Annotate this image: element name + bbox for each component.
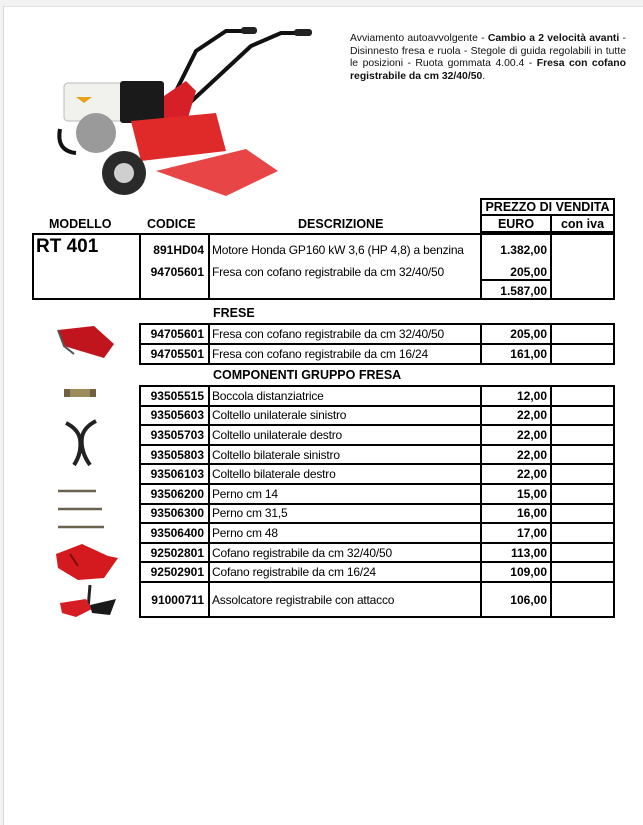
model-row-price: 205,00 bbox=[510, 265, 547, 279]
row-price: 106,00 bbox=[510, 592, 547, 607]
row-description: Fresa con cofano registrabile da cm 16/24 bbox=[212, 347, 428, 361]
row-code: 93506400 bbox=[150, 526, 204, 540]
intro-part: . bbox=[482, 70, 486, 82]
row-code: 94705601 bbox=[150, 327, 204, 341]
row-price: 22,00 bbox=[516, 447, 547, 462]
row-divider bbox=[139, 542, 615, 544]
model-total-price: 1.587,00 bbox=[500, 284, 547, 298]
divider bbox=[550, 233, 552, 300]
row-price: 109,00 bbox=[510, 565, 547, 580]
codice-header: CODICE bbox=[147, 217, 196, 231]
intro-part: Avviamento autoavvolgente - bbox=[350, 33, 488, 44]
section-title-componenti: COMPONENTI GRUPPO FRESA bbox=[213, 368, 402, 382]
row-description: Fresa con cofano registrabile da cm 32/40/50 bbox=[212, 327, 445, 341]
model-row-price: 1.382,00 bbox=[500, 243, 547, 257]
row-code: 93505515 bbox=[150, 388, 204, 403]
row-price: 12,00 bbox=[516, 388, 547, 403]
row-code: 93506300 bbox=[150, 506, 204, 521]
row-description: Assolcatore registrabile con attacco bbox=[212, 592, 395, 607]
row-code: 94705501 bbox=[150, 347, 204, 361]
row-code: 93505603 bbox=[150, 408, 204, 423]
intro-part: - Disinnesto fresa e ruola - Stegole di guida regolabili in tutte le posizioni - Ruota gommata 4.00.4 - bbox=[350, 33, 626, 70]
row-divider bbox=[139, 444, 615, 446]
price-list-page bbox=[3, 6, 643, 825]
row-description: Coltello unilaterale destro bbox=[212, 428, 343, 442]
row-description: Coltello bilaterale destro bbox=[212, 467, 336, 482]
row-price: 16,00 bbox=[516, 506, 547, 521]
row-divider bbox=[139, 522, 615, 524]
row-description: Boccola distanziatrice bbox=[212, 388, 324, 403]
intro-part-bold: Cambio a 2 velocità avanti bbox=[487, 33, 620, 44]
tiller-hood-image bbox=[54, 324, 118, 360]
tiller-blade-image bbox=[64, 419, 98, 469]
row-description: Cofano registrabile da cm 32/40/50 bbox=[212, 545, 392, 560]
modello-header: MODELLO bbox=[49, 217, 112, 231]
prezzo-vendita-header: PREZZO DI VENDITA bbox=[485, 200, 610, 214]
row-price: 22,00 bbox=[516, 467, 547, 482]
row-divider bbox=[139, 405, 615, 407]
row-description: Cofano registrabile da cm 16/24 bbox=[212, 565, 376, 580]
column-divider bbox=[550, 385, 552, 618]
row-divider bbox=[139, 424, 615, 426]
divider bbox=[480, 279, 552, 281]
spacer-bushing-image bbox=[62, 386, 98, 400]
row-code: 93505703 bbox=[150, 428, 204, 442]
model-row-code: 891HD04 bbox=[153, 243, 204, 257]
tiller-cover-image bbox=[52, 542, 124, 582]
row-price: 161,00 bbox=[510, 347, 547, 361]
row-description: Perno cm 48 bbox=[212, 526, 278, 540]
model-row-code: 94705601 bbox=[150, 265, 204, 279]
row-price: 17,00 bbox=[516, 526, 547, 540]
row-code: 92502901 bbox=[150, 565, 204, 580]
row-code: 93505803 bbox=[150, 447, 204, 462]
row-code: 92502801 bbox=[150, 545, 204, 560]
row-price: 22,00 bbox=[516, 428, 547, 442]
row-divider bbox=[139, 561, 615, 563]
divider bbox=[208, 233, 210, 300]
model-row-description: Motore Honda GP160 kW 3,6 (HP 4,8) a benzina bbox=[212, 243, 464, 257]
con-iva-header: con iva bbox=[560, 217, 605, 231]
row-price: 205,00 bbox=[510, 327, 547, 341]
row-divider bbox=[139, 463, 615, 465]
row-price: 15,00 bbox=[516, 486, 547, 501]
row-price: 113,00 bbox=[510, 545, 547, 560]
row-divider bbox=[139, 483, 615, 485]
euro-header: EURO bbox=[497, 217, 535, 231]
model-name: RT 401 bbox=[36, 236, 99, 257]
model-row-description: Fresa con cofano registrabile da cm 32/40/50 bbox=[212, 265, 445, 279]
row-description: Perno cm 31,5 bbox=[212, 506, 288, 521]
row-description: Perno cm 14 bbox=[212, 486, 278, 501]
product-description bbox=[350, 33, 626, 83]
row-code: 93506200 bbox=[150, 486, 204, 501]
intro-part-bold: Fresa con cofano registrabile da cm 32/40/50 bbox=[350, 58, 626, 82]
rototiller-machine-image bbox=[46, 21, 318, 201]
pins-image bbox=[56, 487, 106, 535]
descrizione-header: DESCRIZIONE bbox=[298, 217, 384, 231]
row-divider bbox=[139, 503, 615, 505]
row-price: 22,00 bbox=[516, 408, 547, 423]
furrower-image bbox=[56, 583, 120, 621]
divider bbox=[480, 214, 615, 216]
row-code: 93506103 bbox=[150, 467, 204, 482]
row-description: Coltello bilaterale sinistro bbox=[212, 447, 340, 462]
column-divider bbox=[208, 385, 210, 618]
row-divider bbox=[139, 343, 615, 345]
section-title-frese: FRESE bbox=[213, 306, 255, 320]
row-code: 91000711 bbox=[151, 592, 204, 607]
row-divider bbox=[139, 581, 615, 583]
row-description: Coltello unilaterale sinistro bbox=[212, 408, 347, 423]
